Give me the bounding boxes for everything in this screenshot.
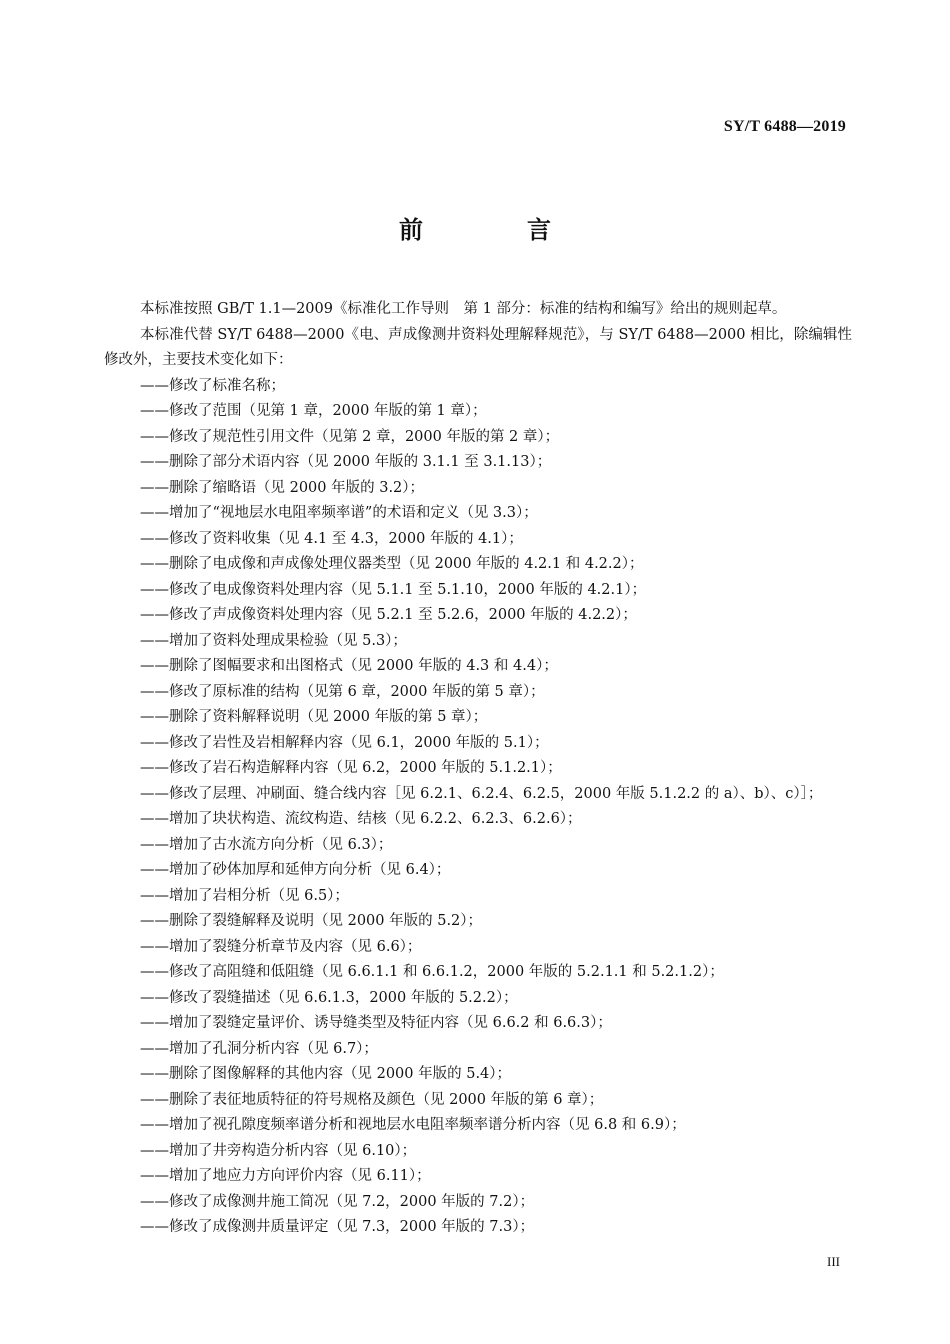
paragraph-drafting-rules: 本标准按照 GB/T 1.1—2009《标准化工作导则 第 1 部分：标准的结构和编写》给出的规则起草。	[140, 301, 787, 317]
change-item: ——增加了岩相分析（见 6.5）；	[140, 887, 349, 904]
change-item: ——增加了井旁构造分析内容（见 6.10）；	[140, 1142, 417, 1159]
change-item: ——修改了裂缝描述（见 6.6.1.3，2000 年版的 5.2.2）；	[140, 989, 518, 1006]
change-item: ——修改了范围（见第 1 章，2000 年版的第 1 章）；	[140, 403, 487, 419]
change-item: ——增加了古水流方向分析（见 6.3）；	[140, 836, 393, 853]
change-item: ——修改了岩石构造解释内容（见 6.2，2000 年版的 5.1.2.1）；	[140, 760, 562, 776]
change-item: ——修改了电成像资料处理内容（见 5.1.1 至 5.1.10，2000 年版的 4.2.1）；	[140, 581, 647, 598]
change-item: ——增加了地应力方向评价内容（见 6.11）；	[140, 1168, 431, 1184]
change-item: ——增加了裂缝分析章节及内容（见 6.6）；	[140, 938, 422, 955]
change-item: ——增加了块状构造、流纹构造、结核（见 6.2.2、6.2.3、6.2.6）；	[140, 811, 582, 827]
change-item: ——增加了“视地层水电阻率频率谱”的术语和定义（见 3.3）；	[140, 505, 538, 521]
change-item: ——增加了资料处理成果检验（见 5.3）；	[140, 632, 407, 649]
change-item: ——修改了资料收集（见 4.1 至 4.3，2000 年版的 4.1）；	[140, 530, 523, 547]
change-item: ——修改了岩性及岩相解释内容（见 6.1，2000 年版的 5.1）；	[140, 734, 549, 751]
page-title: 前 言	[399, 216, 591, 244]
paragraph-replacement-note: 本标准代替 SY/T 6488—2000《电、声成像测井资料处理解释规范》，与 SY/T 6488—2000 相比，除编辑性修改外，主要技术变化如下：	[104, 326, 852, 368]
change-item: ——删除了图幅要求和出图格式（见 2000 年版的 4.3 和 4.4）；	[140, 658, 558, 674]
change-item: ——修改了层理、冲刷面、缝合线内容［见 6.2.1、6.2.4、6.2.5，2000 年版 5.1.2.2 的 a）、b）、c）］；	[140, 785, 823, 802]
standard-code: SY/T 6488—2019	[723, 118, 846, 135]
change-item: ——删除了电成像和声成像处理仪器类型（见 2000 年版的 4.2.1 和 4.2.2）；	[140, 556, 644, 572]
change-item: ——删除了缩略语（见 2000 年版的 3.2）；	[140, 479, 425, 496]
change-item: ——增加了裂缝定量评价、诱导缝类型及特征内容（见 6.6.2 和 6.6.3）；	[140, 1015, 612, 1031]
change-item: ——删除了裂缝解释及说明（见 2000 年版的 5.2）；	[140, 913, 483, 929]
change-item: ——增加了砂体加厚和延伸方向分析（见 6.4）；	[140, 862, 451, 878]
change-item: ——修改了标准名称；	[140, 377, 285, 394]
change-item: ——删除了图像解释的其他内容（见 2000 年版的 5.4）；	[140, 1066, 512, 1082]
change-item: ——修改了成像测井施工简况（见 7.2，2000 年版的 7.2）；	[140, 1193, 535, 1210]
change-item: ——增加了孔洞分析内容（见 6.7）；	[140, 1040, 378, 1057]
change-item: ——删除了表征地质特征的符号规格及颜色（见 2000 年版的第 6 章）；	[140, 1091, 604, 1108]
page-number: III	[827, 1254, 840, 1269]
change-item: ——修改了规范性引用文件（见第 2 章，2000 年版的第 2 章）；	[140, 428, 560, 445]
change-item: ——修改了声成像资料处理内容（见 5.2.1 至 5.2.6，2000 年版的 4.2.2）；	[140, 607, 637, 623]
change-item: ——删除了部分术语内容（见 2000 年版的 3.1.1 至 3.1.13）；	[140, 454, 552, 470]
change-item: ——增加了视孔隙度频率谱分析和视地层水电阻率频率谱分析内容（见 6.8 和 6.9）；	[140, 1117, 686, 1133]
foreword-body	[104, 297, 852, 1241]
change-item: ——修改了高阻缝和低阻缝（见 6.6.1.1 和 6.6.1.2，2000 年版的 5.2.1.1 和 5.2.1.2）；	[140, 964, 724, 980]
change-item: ——删除了资料解释说明（见 2000 年版的第 5 章）；	[140, 709, 488, 725]
change-item: ——修改了成像测井质量评定（见 7.3，2000 年版的 7.3）；	[140, 1219, 535, 1235]
changes-list	[104, 374, 852, 1241]
change-item: ——修改了原标准的结构（见第 6 章，2000 年版的第 5 章）；	[140, 683, 545, 700]
